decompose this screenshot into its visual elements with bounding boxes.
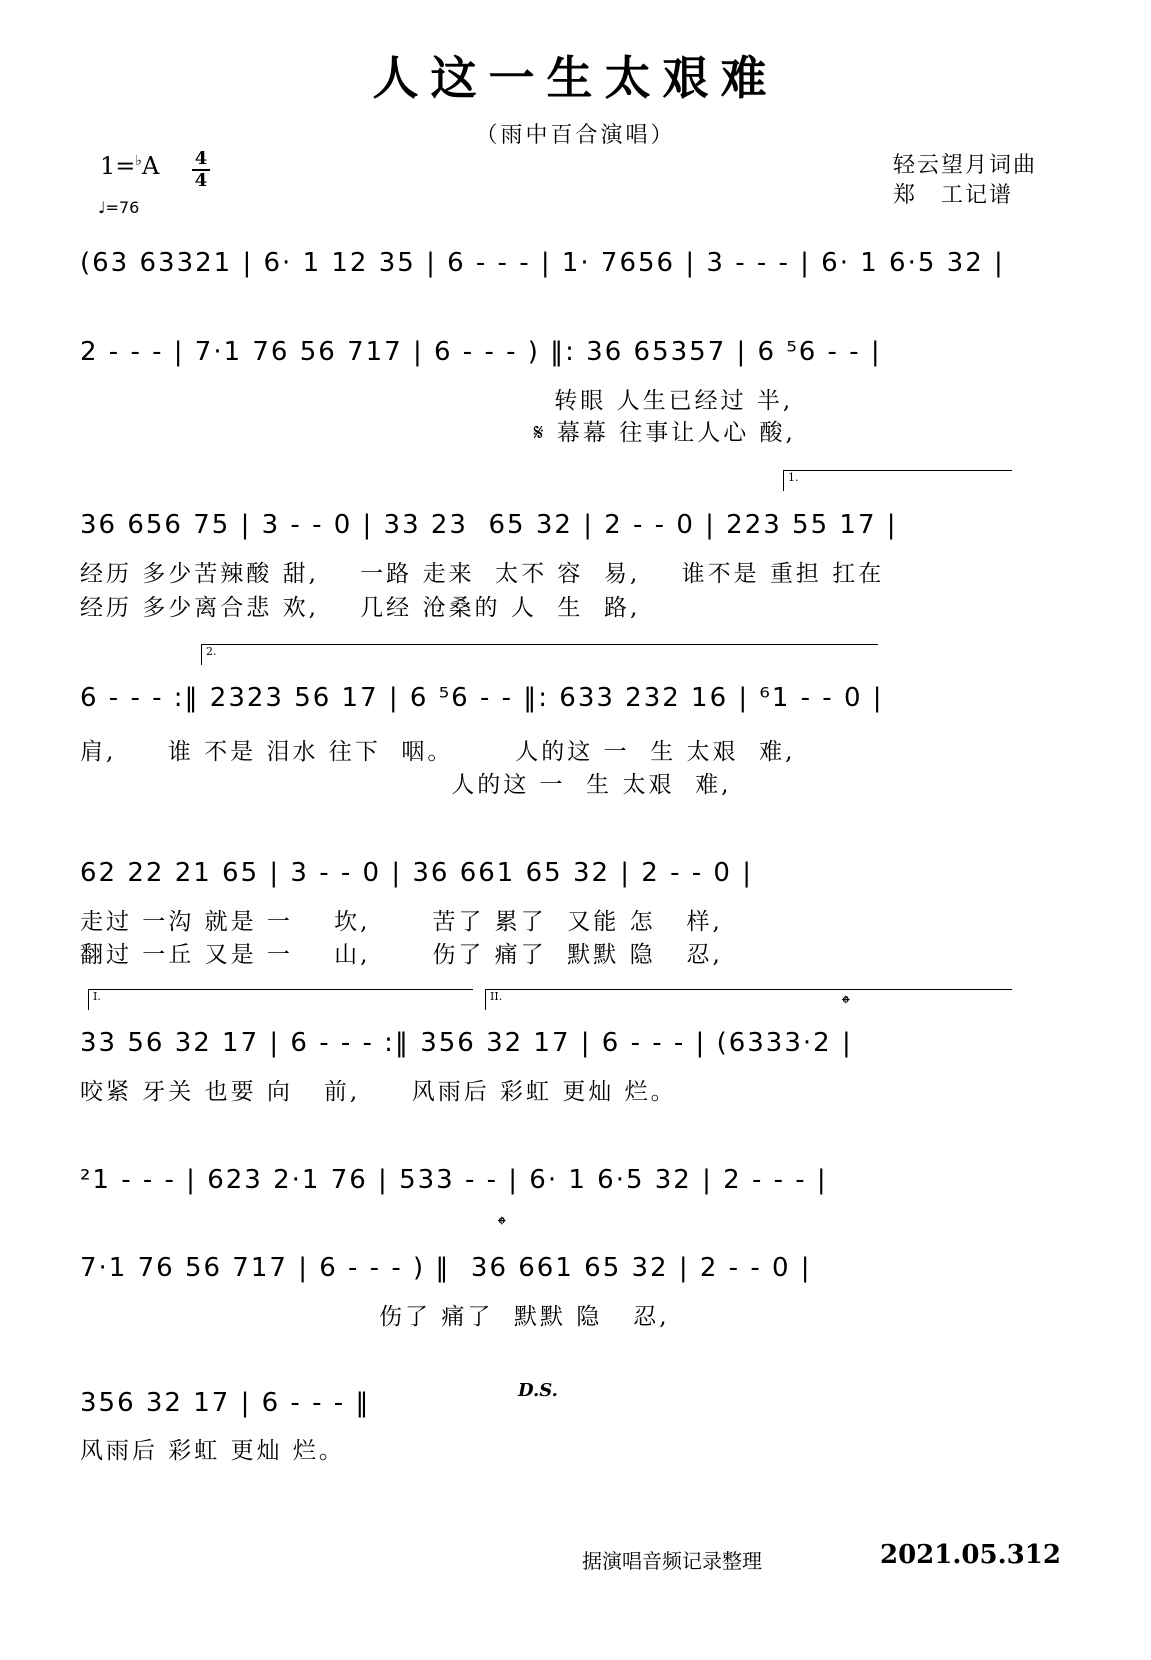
notation-system-4: 6 - - - :‖ 2323 56 17 | 6 ⁵6 - - ‖: 633 232 16 | ⁶1 - - 0 | xyxy=(80,683,884,713)
transcriber: 郑 工记谱 xyxy=(893,183,1014,208)
performer-note: （雨中百合演唱） xyxy=(475,123,676,148)
notation-system-3: 36 656 75 | 3 - - 0 | 33 23 65 32 | 2 - - 0 | 223 55 17 | xyxy=(80,510,898,540)
lyrics-line: 肩, 谁 不是 泪水 往下 咽。 人的这 一 生 太艰 难, xyxy=(80,739,796,765)
lyrics-line: 转眼 人生已经过 半, xyxy=(80,388,794,414)
volta-bracket: 2. xyxy=(201,644,878,665)
dal-segno-mark: D.S. xyxy=(518,1380,558,1401)
song-title: 人这一生太艰难 xyxy=(372,51,779,105)
key-signature: 1=♭A xyxy=(100,152,160,180)
lyrics-line: 𝄋 幕幕 往事让人心 酸, xyxy=(80,420,796,446)
volta-bracket: 1. xyxy=(783,470,1012,491)
lyrics-line: 经历 多少苦辣酸 甜, 一路 走来 太不 容 易, 谁不是 重担 扛在 xyxy=(80,561,885,587)
notation-system-5: 62 22 21 65 | 3 - - 0 | 36 661 65 32 | 2 - - 0 | xyxy=(80,858,753,888)
date-stamp: 2021.05.312 xyxy=(880,1540,1061,1570)
volta-bracket: I. xyxy=(88,989,473,1010)
tempo-marking: ♩=76 xyxy=(98,198,140,217)
lyrics-line: 咬紧 牙关 也要 向 前, 风雨后 彩虹 更灿 烂。 xyxy=(80,1079,677,1105)
time-signature: 4 4 xyxy=(192,150,210,190)
lyrics-line: 翻过 一丘 又是 一 山, 伤了 痛了 默默 隐 忍, xyxy=(80,942,723,968)
lyrics-line: 走过 一沟 就是 一 坎, 苦了 累了 又能 怎 样, xyxy=(80,909,723,935)
coda-icon: 𝄌 xyxy=(842,992,850,1017)
notation-system-1: (63 63321 | 6· 1 12 35 | 6 - - - | 1· 7656 | 3 - - - | 6· 1 6·5 32 | xyxy=(80,248,1005,278)
lyrics-line: 人的这 一 生 太艰 难, xyxy=(80,772,732,798)
notation-system-7: ²1 - - - | 623 2·1 76 | 533 - - | 6· 1 6·5 32 | 2 - - - | xyxy=(80,1165,828,1195)
notation-system-2: 2 - - - | 7·1 76 56 717 | 6 - - - ) ‖: 36 65357 | 6 ⁵6 - - | xyxy=(80,337,882,367)
lyrics-line: 经历 多少离合悲 欢, 几经 沧桑的 人 生 路, xyxy=(80,595,641,621)
notation-system-8: 7·1 76 56 717 | 6 - - - ) ‖ 36 661 65 32 | 2 - - 0 | xyxy=(80,1253,812,1283)
notation-system-6: 33 56 32 17 | 6 - - - :‖ 356 32 17 | 6 - - - | (6333·2 | xyxy=(80,1028,853,1058)
notation-system-9: 356 32 17 | 6 - - - ‖ xyxy=(80,1388,371,1418)
lyrics-line: 风雨后 彩虹 更灿 烂。 xyxy=(80,1438,345,1464)
source-note: 据演唱音频记录整理 xyxy=(582,1549,762,1573)
volta-bracket: II. xyxy=(485,989,1012,1010)
lyrics-line: 伤了 痛了 默默 隐 忍, xyxy=(80,1304,670,1330)
lyricist-composer: 轻云望月词曲 xyxy=(893,153,1038,178)
coda-icon: 𝄌 xyxy=(498,1213,506,1238)
